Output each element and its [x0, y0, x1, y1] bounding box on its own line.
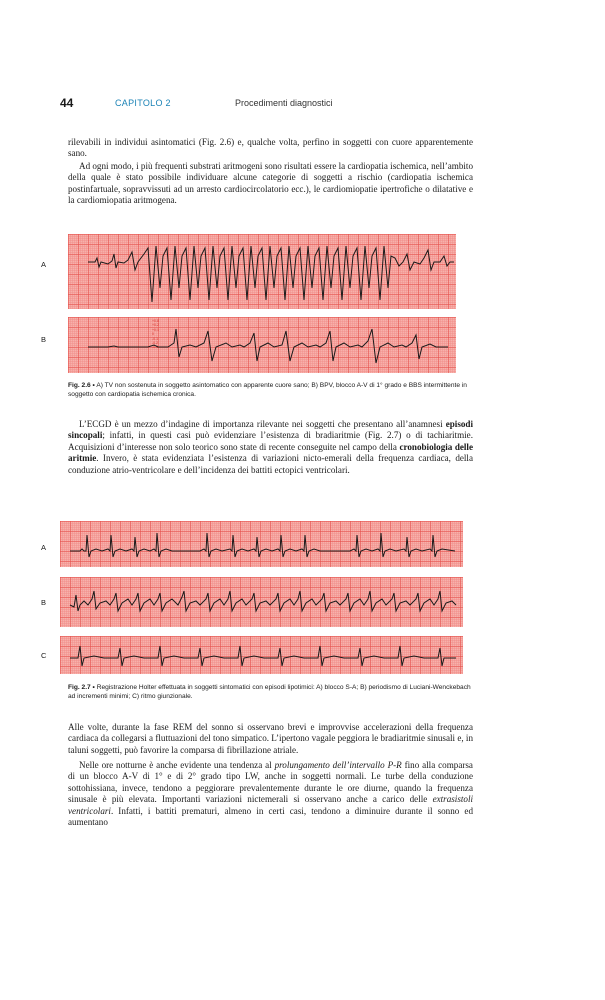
ecg-strip-fig27-a: [60, 521, 463, 567]
text-run: fino alla comparsa di un blocco A-V di 1° e di 2° grado tipo LW, anche in soggetti normali. Le turbe della conduzione sottohissiana, invece, tendono a peggiorare prevalentemente durante le ore diurne, quando la frequenza sinusale è più elevata. Importanti variazioni nictemerali si osservano anche a carico delle: [68, 760, 473, 805]
ecg-strip-fig27-b: [60, 577, 463, 627]
ecg-strip-fig26-a: [68, 234, 456, 309]
italic-term: extrasistoli ventricolari: [68, 794, 473, 816]
ecg-trace-fig27-b: [60, 577, 463, 627]
italic-term: prolungamento dell’intervallo P-R: [274, 760, 402, 770]
ecg-trace-fig26-a: [68, 234, 456, 309]
paragraph-1: rilevabili in individui asintomatici (Fig. 2.6) e, qualche volta, perfino in soggetti con cuore apparentemente sano.: [68, 137, 473, 159]
ecg-trace-fig27-c: [60, 636, 463, 674]
fig26-label-b: B: [41, 335, 47, 344]
calibration-mark: +0.8: [152, 319, 159, 323]
page-header: [60, 96, 540, 112]
chapter-title: CAPITOLO 2: [115, 98, 171, 108]
calibration-mark: 0: [152, 332, 154, 337]
fig27-caption: [68, 684, 473, 701]
fig27-label-b: B: [41, 598, 47, 607]
calibration-mark: +0.1: [152, 327, 159, 332]
text-run: ; infatti, in questi casi può evidenziare l’esistenza di bradiaritmie (Fig. 2.7) o di tachiaritmie. Acquisizioni d’interesse non solo teorico sono state di recente conseguite nel campo della: [68, 430, 473, 452]
paragraph-4: Alle volte, durante la fase REM del sonno si osservano brevi e improvvise accelerazioni della frequenza cardiaca da collegarsi a fluttuazioni del tono simpatico. L’ipertono vagale peggiora le bradiaritmie sinusali e, in taluni soggetti, può favorire la comparsa di fibrillazione atriale.: [68, 722, 473, 755]
fig26-label-a: A: [41, 260, 47, 269]
text-run: L’ECGD è un mezzo d’indagine di importanza rilevante nei soggetti che presentano all’anamnesi: [79, 419, 446, 429]
page-number: 44: [60, 96, 74, 110]
calibration-mark: -0.3: [152, 345, 159, 350]
ecg-trace-fig27-a: [60, 521, 463, 567]
ecg-strip-fig27-c: [60, 636, 463, 674]
calibration-mark: -0.2: [152, 341, 159, 346]
calibration-mark: -0.1: [152, 336, 159, 341]
text-run: . Invero, è stata evidenziata l’esistenza di variazioni nicto-emerali della frequenza cardiaca, della conduzione atrio-ventricolare e dell’incidenza dei battiti ectopici ventricolari.: [68, 453, 473, 475]
fig27-caption-ref: Fig. 2.7 •: [68, 684, 95, 691]
fig27-label-c: C: [41, 651, 47, 660]
fig27-caption-text: Registrazione Holter effettuata in soggetti sintomatici con episodi lipotimici: A) blocco S-A; B) periodismo di Luciani-Wenckebach ad incrementi minimi; C) ritmo giunzionale.: [68, 684, 471, 700]
section-title: Procedimenti diagnostici: [235, 98, 333, 108]
paragraph-2: Ad ogni modo, i più frequenti substrati aritmogeni sono risultati essere la cardiopatia ischemica, nell’ambito della quale è stato possibile individuare alcune categorie di soggetti a rischio (cardiopatia ischemica postinfartuale, sopravvissuti ad un arresto cardiocircolatorio ecc.), le cardiomiopatie ipertrofiche o dilatative e la cardiomiopatia aritmogena.: [68, 161, 473, 206]
fig26-caption: [68, 382, 473, 399]
paragraph-3: [68, 419, 473, 476]
fig26-caption-text: A) TV non sostenuta in soggetto asintomatico con apparente cuore sano; B) BPV, blocco A-V di 1° grado e BBS intermittente in soggetto con cardiopatia ischemica cronica.: [68, 382, 467, 398]
paragraph-5: [68, 760, 473, 828]
ecg-trace-fig26-b: [68, 317, 456, 373]
calibration-mark: +0.2: [152, 323, 159, 328]
bold-term: episodi sincopali: [68, 419, 473, 441]
text-run: . Infatti, i battiti prematuri, almeno in certi casi, tendono a diminuire durante il sonno ed aumentano: [68, 805, 473, 828]
text-run: Nelle ore notturne è anche evidente una tendenza al: [79, 760, 275, 770]
fig26-caption-ref: Fig. 2.6 •: [68, 382, 95, 389]
ecg-strip-fig26-b: [68, 317, 456, 373]
fig27-label-a: A: [41, 543, 47, 552]
bold-term: cronobiologia delle aritmie: [68, 441, 474, 464]
